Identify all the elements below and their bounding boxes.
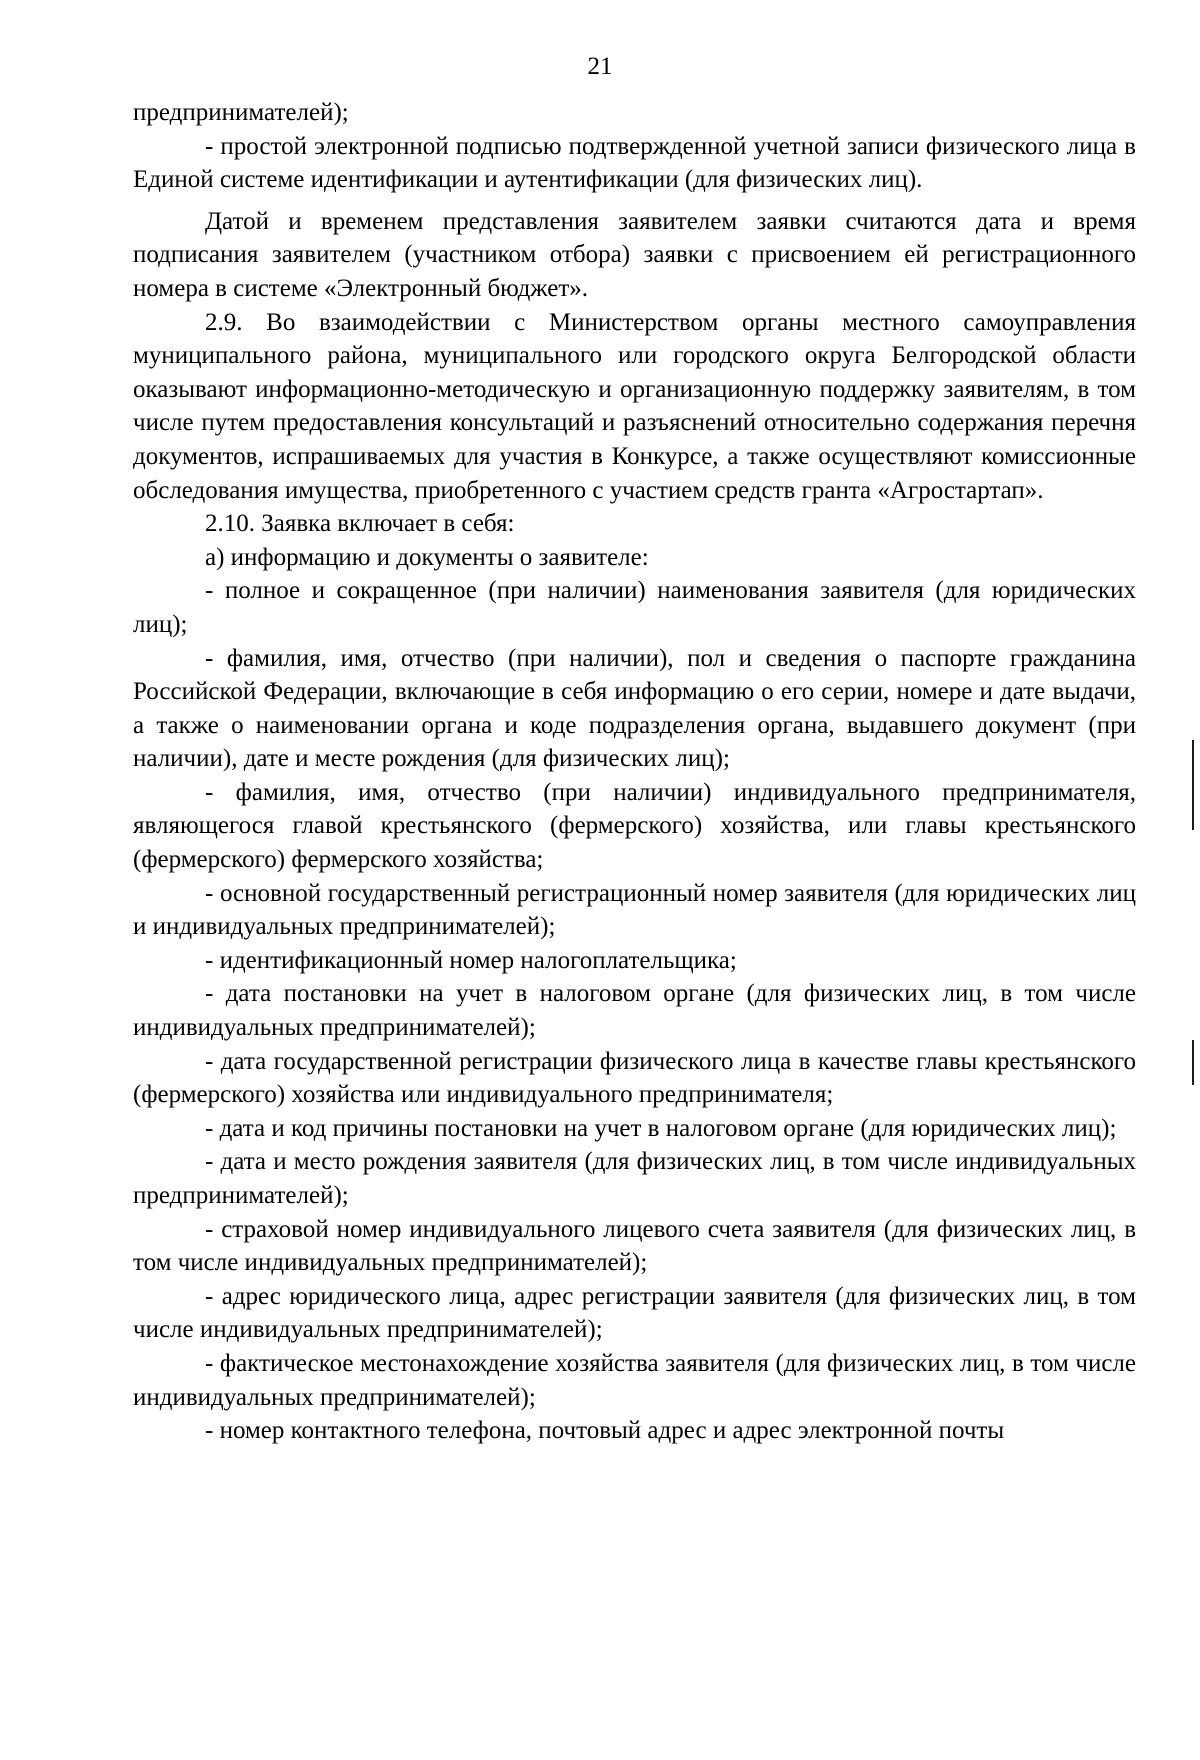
paragraph: - дата государственной регистрации физического лица в качестве главы крестьянского (фермерского) хозяйства или индивидуального предпринимателя; xyxy=(133,1047,1136,1109)
paragraph: - номер контактного телефона, почтовый адрес и адрес электронной почты xyxy=(205,1417,1005,1445)
paragraph: - фамилия, имя, отчество (при наличии), пол и сведения о паспорте гражданина Российской Федерации, включающие в себя информацию о его серии, номере и дате выдачи, а также о наименовании органа и коде подразделения органа, выдавшего документ (при наличии), дате и месте рождения (для физических лиц); xyxy=(133,644,1136,773)
paragraph: - простой электронной подписью подтвержденной учетной записи физического лица в Единой системе идентификации и аутентификации (для физических лиц). xyxy=(133,132,1136,194)
paragraph: - фактическое местонахождение хозяйства заявителя (для физических лиц, в том числе индивидуальных предпринимателей); xyxy=(133,1349,1136,1411)
paragraph: - идентификационный номер налогоплательщика; xyxy=(205,946,737,974)
paragraph: 2.10. Заявка включает в себя: xyxy=(205,510,515,538)
paragraph: - дата и код причины постановки на учет в налоговом органе (для юридических лиц); xyxy=(205,1114,1117,1142)
page-number: 21 xyxy=(587,53,613,80)
paragraph: - фамилия, имя, отчество (при наличии) индивидуального предпринимателя, являющегося главой крестьянского (фермерского) хозяйства, или главы крестьянского (фермерского) фермерского хозяйства; xyxy=(133,778,1136,874)
paragraph: а) информацию и документы о заявителе: xyxy=(205,543,649,571)
paragraph: - дата постановки на учет в налоговом органе (для физических лиц, в том числе индивидуальных предпринимателей); xyxy=(133,980,1136,1042)
paragraph: - полное и сокращенное (при наличии) наименования заявителя (для юридических лиц); xyxy=(133,577,1136,638)
scan-edge-mark xyxy=(1192,1040,1194,1085)
paragraph: 2.9. Во взаимодействии с Министерством органы местного самоуправления муниципального района, муниципального или городского округа Белгородской области оказывают информационно-методическую и организационную поддержку заявителям, в том числе путем предоставления консультаций и разъяснений относительно содержания перечня документов, испрашиваемых для участия в Конкурсе, а также осуществляют комиссионные обследования имущества, приобретенного с участием средств гранта «Агростартап». xyxy=(133,308,1136,504)
paragraph: - основной государственный регистрационный номер заявителя (для юридических лиц и индивидуальных предпринимателей); xyxy=(133,879,1136,941)
scan-edge-mark xyxy=(1192,740,1194,830)
paragraph: - дата и место рождения заявителя (для физических лиц, в том числе индивидуальных предпринимателей); xyxy=(133,1148,1136,1209)
paragraph: - адрес юридического лица, адрес регистрации заявителя (для физических лиц, в том числе индивидуальных предпринимателей); xyxy=(133,1282,1136,1344)
paragraph: - страховой номер индивидуального лицевого счета заявителя (для физических лиц, в том числе индивидуальных предпринимателей); xyxy=(133,1215,1136,1277)
document-body xyxy=(133,96,1136,1448)
paragraph: Датой и временем представления заявителем заявки считаются дата и время подписания заявителем (участником отбора) заявки с присвоением ей регистрационного номера в системе «Электронный бюджет». xyxy=(133,207,1136,302)
paragraph: предпринимателей); xyxy=(133,99,349,126)
